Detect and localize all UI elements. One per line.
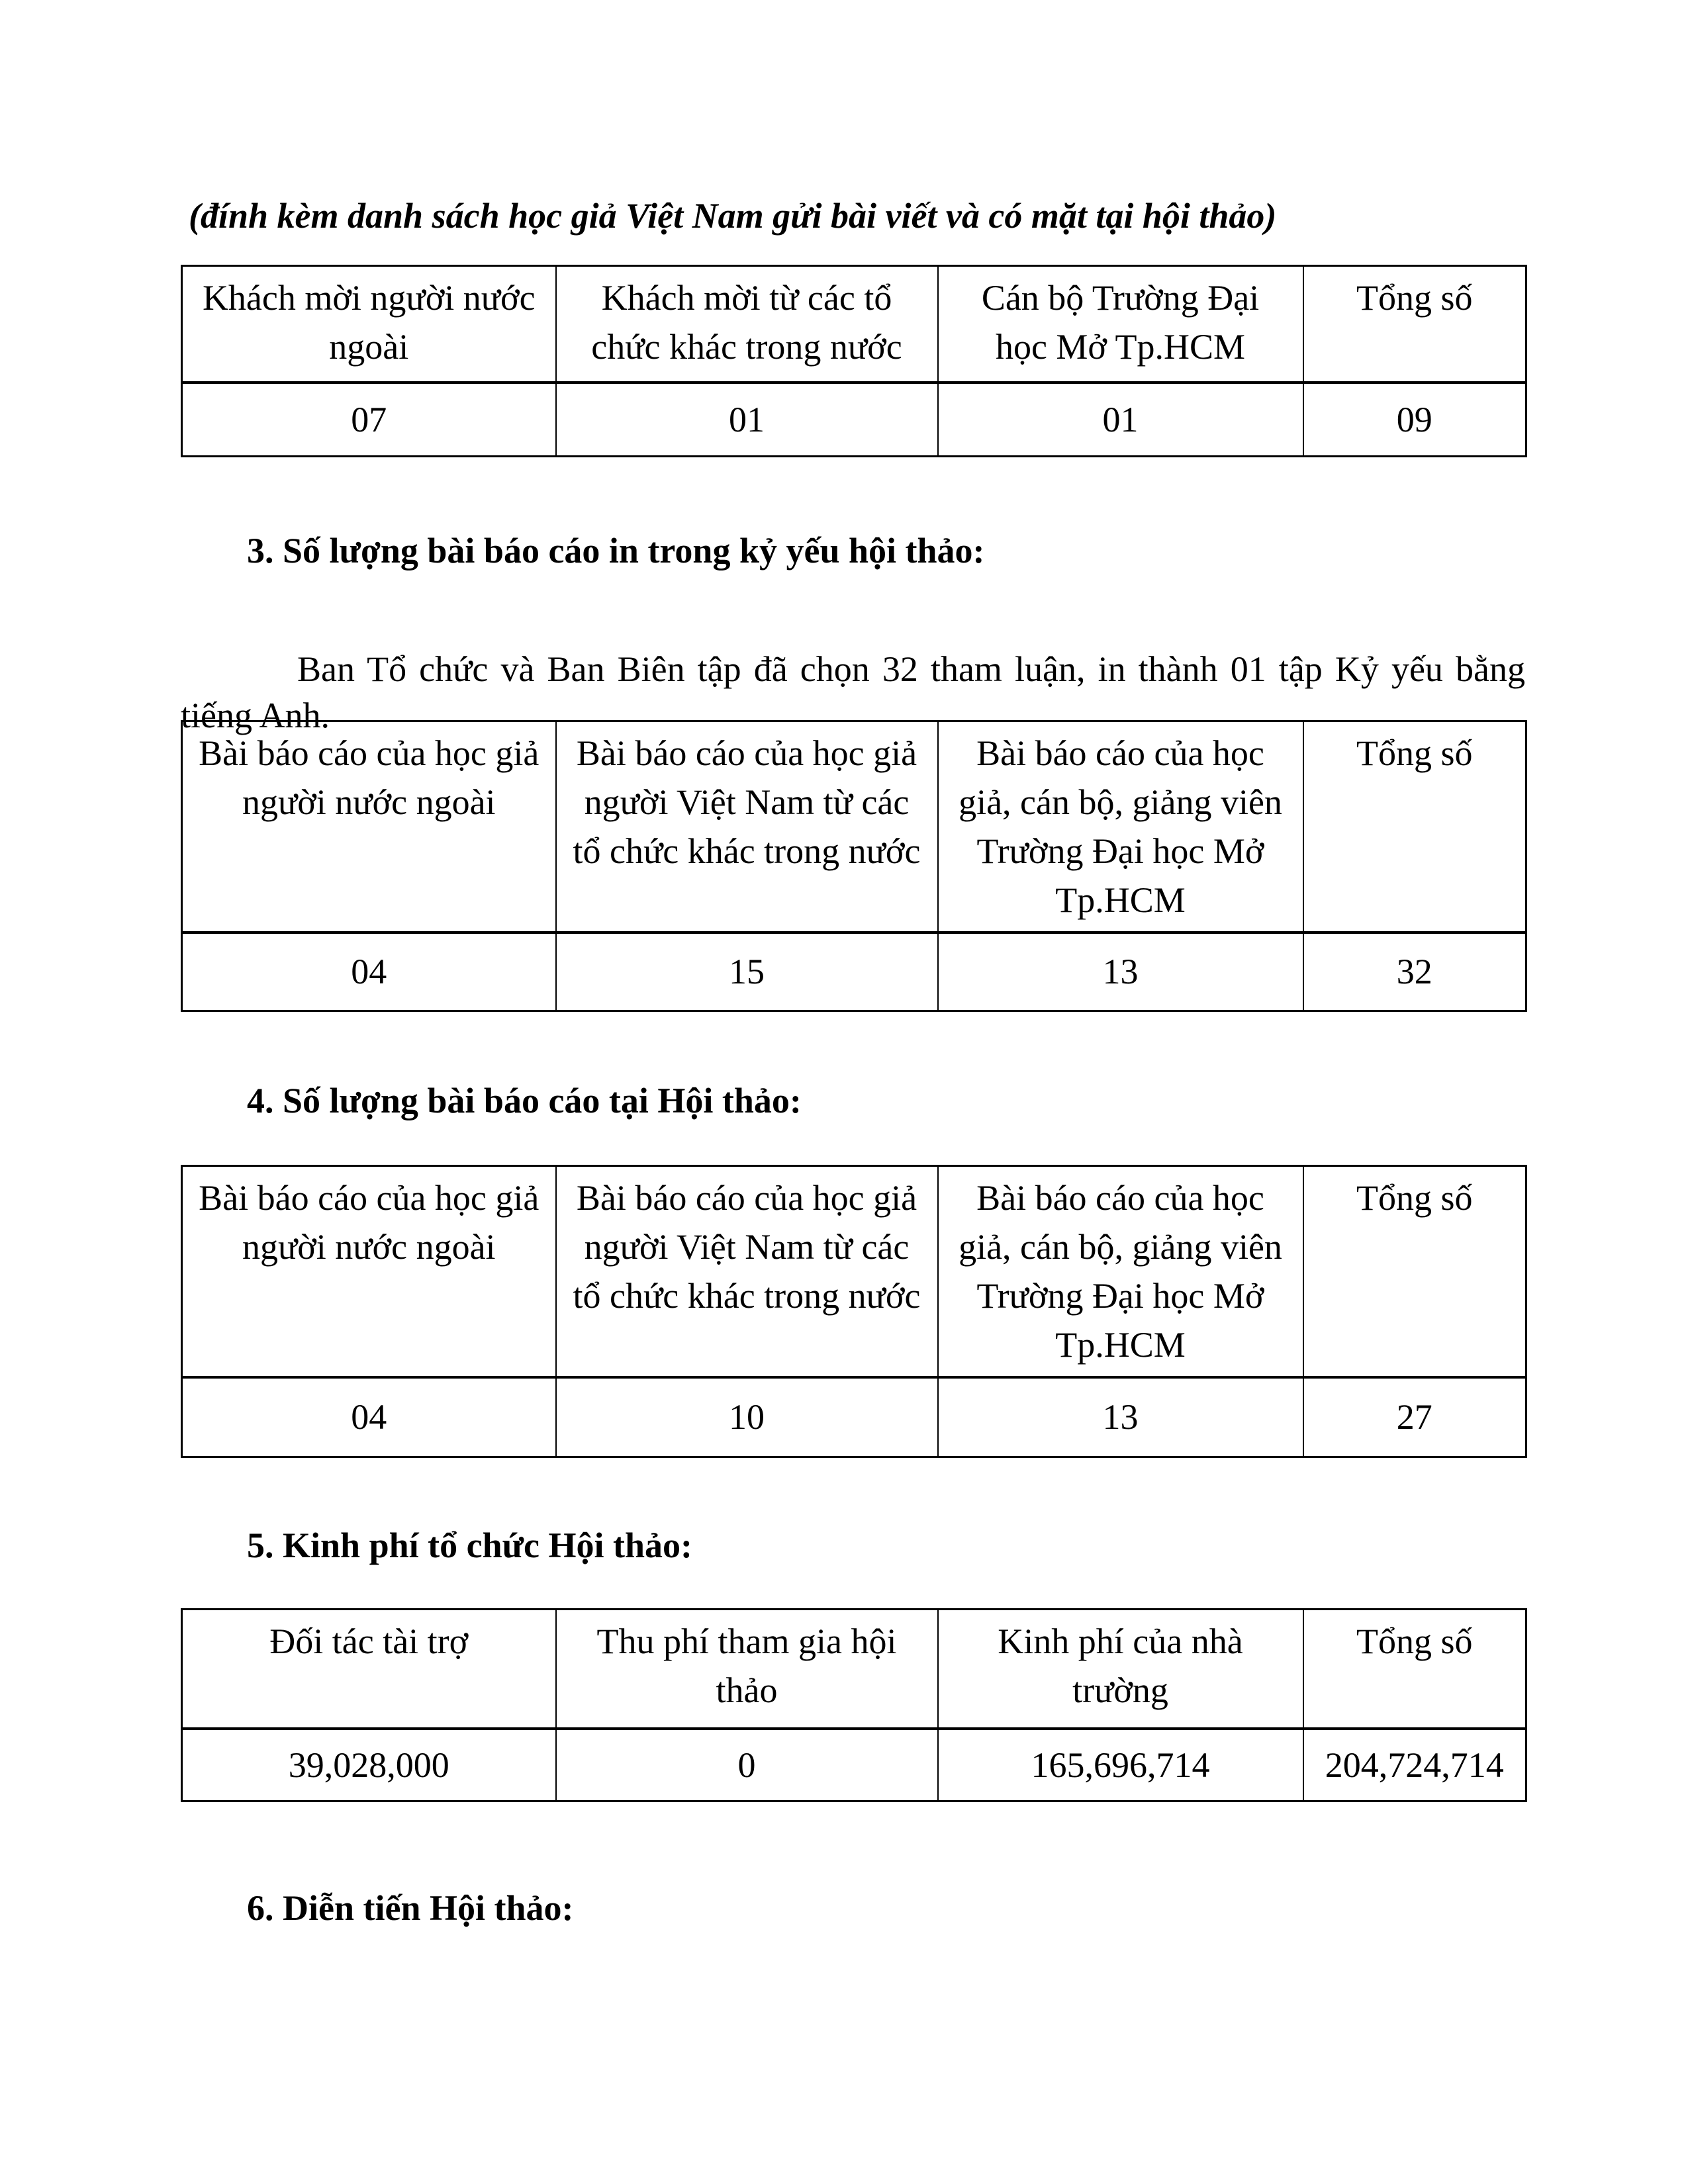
presented-table-data-row (182, 1377, 1526, 1457)
value-cell-sponsors: 39,028,000 (182, 1729, 556, 1801)
value-cell-university-funds: 165,696,714 (938, 1729, 1303, 1801)
section6-heading: 6. Diễn tiến Hội thảo: (247, 1888, 574, 1928)
section5-heading: 5. Kinh phí tổ chức Hội thảo: (247, 1525, 692, 1565)
budget-table-header-row (182, 1610, 1526, 1729)
proceedings-table-data-row (182, 933, 1526, 1011)
header-cell-university-papers: Bài báo cáo của học giả, cán bộ, giảng viên Trường Đại học Mở Tp.HCM (938, 721, 1303, 933)
value-cell-foreign-guests: 07 (182, 383, 556, 457)
header-cell-participation-fees: Thu phí tham gia hội thảo (556, 1610, 938, 1729)
value-cell-total: 27 (1303, 1377, 1526, 1457)
header-cell-sponsors: Đối tác tài trợ (182, 1610, 556, 1729)
header-cell-university-papers: Bài báo cáo của học giả, cán bộ, giảng viên Trường Đại học Mở Tp.HCM (938, 1166, 1303, 1378)
header-cell-total: Tổng số (1303, 1166, 1526, 1378)
header-cell-vietnamese-papers: Bài báo cáo của học giả người Việt Nam từ các tổ chức khác trong nước (556, 1166, 938, 1378)
value-cell-foreign-papers: 04 (182, 933, 556, 1011)
value-cell-university-papers: 13 (938, 933, 1303, 1011)
presented-papers-table (181, 1165, 1527, 1458)
value-cell-participation-fees: 0 (556, 1729, 938, 1801)
section4-heading: 4. Số lượng bài báo cáo tại Hội thảo: (247, 1081, 802, 1120)
header-cell-total: Tổng số (1303, 266, 1526, 383)
intro-note: (đính kèm danh sách học giả Việt Nam gửi bài viết và có mặt tại hội thảo) (189, 196, 1277, 236)
value-cell-foreign-papers: 04 (182, 1377, 556, 1457)
value-cell-domestic-guests: 01 (556, 383, 938, 457)
header-cell-domestic-guests: Khách mời từ các tổ chức khác trong nước (556, 266, 938, 383)
header-cell-university-staff: Cán bộ Trường Đại học Mở Tp.HCM (938, 266, 1303, 383)
value-cell-total: 09 (1303, 383, 1526, 457)
guests-table-header-row (182, 266, 1526, 383)
budget-table (181, 1608, 1527, 1802)
proceedings-paragraph: Ban Tổ chức và Ban Biên tập đã chọn 32 tham luận, in thành 01 tập Kỷ yếu bằng tiếng Anh. (181, 649, 1525, 735)
header-cell-foreign-papers: Bài báo cáo của học giả người nước ngoài (182, 721, 556, 933)
proceedings-papers-table (181, 720, 1527, 1012)
value-cell-university-papers: 13 (938, 1377, 1303, 1457)
header-cell-vietnamese-papers: Bài báo cáo của học giả người Việt Nam từ các tổ chức khác trong nước (556, 721, 938, 933)
header-cell-university-funds: Kinh phí của nhà trường (938, 1610, 1303, 1729)
value-cell-total: 32 (1303, 933, 1526, 1011)
presented-table-header-row (182, 1166, 1526, 1378)
budget-table-data-row (182, 1729, 1526, 1801)
guests-table (181, 265, 1527, 457)
value-cell-vietnamese-papers: 15 (556, 933, 938, 1011)
value-cell-vietnamese-papers: 10 (556, 1377, 938, 1457)
header-cell-foreign-papers: Bài báo cáo của học giả người nước ngoài (182, 1166, 556, 1378)
guests-table-data-row (182, 383, 1526, 457)
value-cell-total: 204,724,714 (1303, 1729, 1526, 1801)
section3-heading: 3. Số lượng bài báo cáo in trong kỷ yếu hội thảo: (247, 531, 985, 570)
proceedings-table-header-row (182, 721, 1526, 933)
header-cell-total: Tổng số (1303, 1610, 1526, 1729)
value-cell-university-staff: 01 (938, 383, 1303, 457)
header-cell-foreign-guests: Khách mời người nước ngoài (182, 266, 556, 383)
header-cell-total: Tổng số (1303, 721, 1526, 933)
